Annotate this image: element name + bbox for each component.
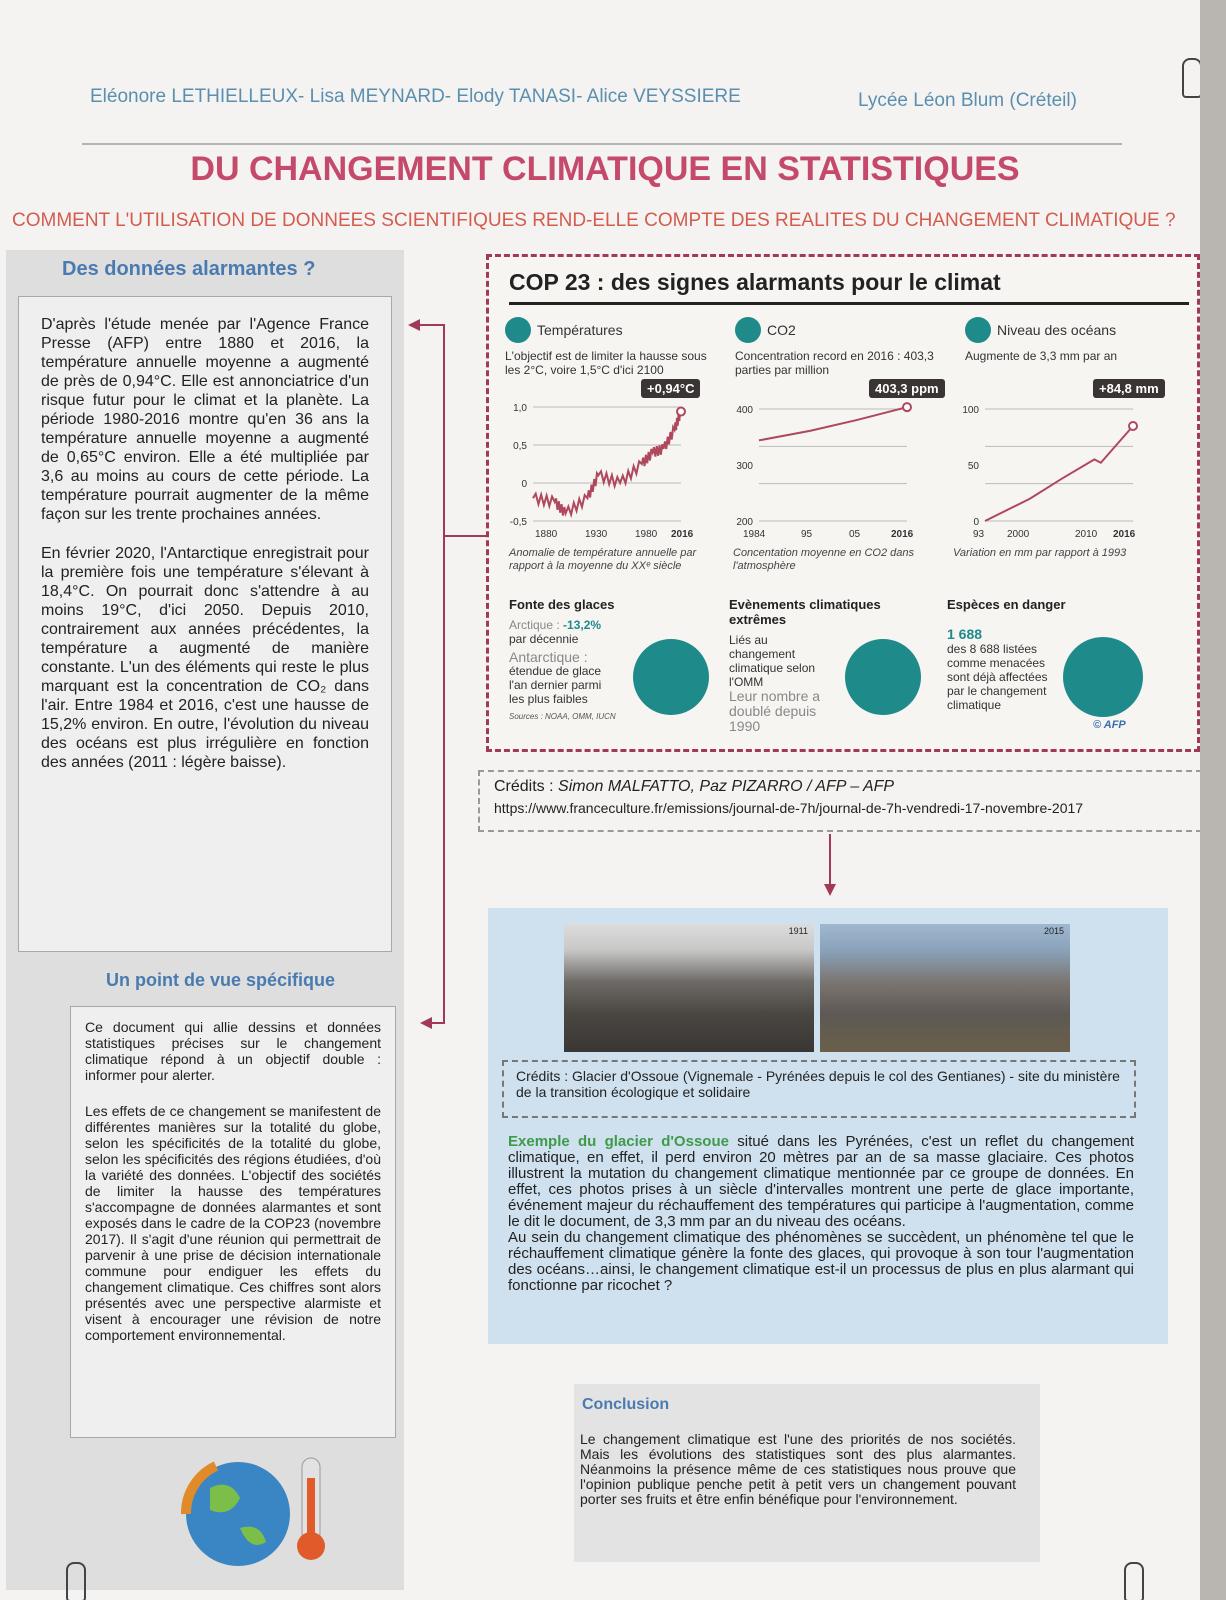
ice-heading: Fonte des glaces — [509, 597, 615, 612]
ocean-xtick: 2016 — [1113, 529, 1136, 539]
authors: Eléonore LETHIELLEUX- Lisa MEYNARD- Elody TANASI- Alice VEYSSIERE — [90, 86, 741, 107]
temp-ytick: 0 — [521, 479, 527, 490]
photo-year-2015: 2015 — [1043, 926, 1064, 936]
temperature-end-point — [677, 408, 685, 416]
globe-thermometer-icon — [170, 1448, 350, 1568]
co2-caption: Concentation moyenne en CO2 dans l'atmosphère — [733, 547, 915, 572]
viewpoint-paragraph-2: Les effets de ce changement se manifestent de différentes manières sur la totalité du globe, selon les spécificités de la totalité du globe, selon les spécificités des régions étudiées, d'où la variété des données. L'objectif des sociétés de limiter la hausse des températures s'accompagne de données alarmantes et sont exposés dans le cadre de la COP23 (novembre 2017). Il s'agit d'une réunion qui permettrait de parvenir à une prise de décision internationale commune pour endiguer les effets du changement climatique. Ces chiffres sont alors présentés avec une perspective alarmiste et visent à encourager une révision de notre comportement environnemental. — [85, 1103, 381, 1343]
temperature-heading: Températures — [537, 322, 623, 338]
species-value: 1 688 — [947, 626, 983, 642]
credits-label: Crédits : — [494, 778, 554, 795]
temperature-panel — [505, 317, 715, 377]
temp-ytick: 0,5 — [513, 441, 527, 452]
alarming-paragraph-1: D'après l'étude menée par l'Agence France Presse (AFP) entre 1880 et 2016, la température annuelle moyenne a augmenté de près de 0,94°C. Elle est annonciatrice d'un risque futur pour le climat et la planète. La période 1980-2016 montre qu'en 36 ans la température annuelle moyenne a augmenté de 0,65°C environ. Elle a été multipliée par 3,6 au moins au cours de cette période. La température pourrait augmenter de la même façon sur les trente prochaines années. — [41, 316, 369, 523]
co2-xtick: 95 — [801, 529, 813, 539]
arctic-value: -13,2% — [563, 618, 602, 632]
binder-clip-icon — [1124, 1562, 1144, 1600]
sources: Sources : NOAA, OMM, IUCN — [509, 712, 616, 721]
ocean-ytick: 100 — [962, 405, 979, 416]
poster-subtitle: COMMENT L'UTILISATION DE DONNEES SCIENTIFIQUES REND-ELLE COMPTE DES REALITES DU CHANGEMENT CLIMATIQUE ? — [12, 210, 1176, 231]
alarming-textbox — [18, 296, 392, 952]
storm-cloud-icon — [845, 639, 921, 715]
binder-clip-icon — [1182, 58, 1202, 98]
poster-title: DU CHANGEMENT CLIMATIQUE EN STATISTIQUES — [190, 150, 1020, 188]
co2-chart — [729, 399, 939, 539]
temp-ytick: 1,0 — [513, 403, 527, 414]
glacier-section — [488, 908, 1168, 1344]
ocean-ytick: 50 — [967, 461, 979, 472]
conclusion-text: Le changement climatique est l'une des priorités de nos sociétés. Mais les évolutions des statistiques sont des plus alarmantes. Néanmoins la présence même de ces statistiques nous prouve que l'opinion publique penche petit à petit vers un changement pouvant porter ses fruits et être enfin bénéfique pour l'environnement. — [580, 1431, 1016, 1507]
ocean-xtick: 2010 — [1075, 529, 1098, 539]
binder-clip-icon — [66, 1562, 86, 1600]
temperature-caption: Anomalie de température annuelle par rapport à la moyenne du XXᵉ siècle — [509, 547, 697, 572]
ocean-panel — [965, 317, 1185, 363]
header-rule — [82, 143, 1122, 145]
conclusion-title: Conclusion — [582, 1396, 670, 1413]
co2-xtick: 2016 — [891, 529, 914, 539]
afp-credits — [478, 770, 1202, 832]
glacier-body-2: Au sein du changement climatique des phénomènes se succèdent, un phénomène tel que le réchauffement climatique génère la fonte des glaces, qui provoque à son tour l'augmentation des océans…ainsi, le changement climatique est-il un processus de plus en plus alarmant qui fonctionne par ricochet ? — [508, 1229, 1134, 1294]
ocean-chart — [957, 399, 1167, 539]
cloud-icon — [735, 317, 761, 343]
temp-xtick: 1880 — [535, 529, 558, 539]
arrow-to-glacier — [824, 884, 836, 896]
temp-ytick: -0,5 — [509, 517, 527, 528]
glacier-credits: Crédits : Glacier d'Ossoue (Vignemale - Pyrénées depuis le col des Gentianes) - site du ministère de la transition écologique et solidaire — [502, 1060, 1136, 1118]
section-title-alarming: Des données alarmantes ? — [62, 258, 316, 280]
ocean-tag: +84,8 mm — [1093, 379, 1165, 398]
connector-bottom — [430, 1022, 444, 1024]
arctic-label: Arctique : — [509, 618, 560, 632]
events-text-2: Leur nombre a doublé depuis 1990 — [729, 688, 821, 734]
ocean-end-point — [1129, 422, 1137, 430]
afp-infographic — [486, 254, 1200, 752]
thermometer-icon — [505, 317, 531, 343]
co2-ytick: 200 — [736, 517, 753, 528]
ocean-xtick: 93 — [973, 529, 985, 539]
ocean-xtick: 2000 — [1007, 529, 1030, 539]
connector-down — [829, 834, 831, 886]
section-title-viewpoint: Un point de vue spécifique — [106, 970, 336, 990]
arrow-to-viewpoint — [420, 1017, 432, 1029]
display-stand — [1200, 0, 1226, 1600]
co2-panel — [735, 317, 945, 377]
alarming-paragraph-2: En février 2020, l'Antarctique enregistrait pour la première fois une température s'élevant à 18,4°C. On pourrait donc s'attendre à au moins 19°C, d'ici 2050. Depuis 2010, contrairement aux années précédentes, la température a augmenté de manière constante. L'un des éléments qui reste le plus marquant est la concentration de CO₂ dans l'air. Entre 1984 et 2016, c'est une hausse de 15,2% environ. En outre, l'évolution du niveau des océans est plus irrégulière en fonction des années (2011 : légère baisse). — [41, 545, 369, 771]
temperature-desc: L'objectif est de limiter la hausse sous les 2°C, voire 1,5°C d'ici 2100 — [505, 349, 707, 377]
events-text: Liés au changement climatique selon l'OMM — [729, 633, 816, 689]
viewpoint-textbox — [70, 1006, 396, 1438]
co2-ytick: 300 — [736, 461, 753, 472]
antarctic-label: Antarctique : — [509, 649, 588, 665]
conclusion-box — [574, 1384, 1040, 1562]
glacier-body: situé dans les Pyrénées, c'est un reflet du changement climatique, en effet, il perd environ 20 mètres par an de sa masse glaciaire. Ces photos illustrent la mutation du changement climatique mentionnée par ce groupe de données. En effet, ces photos prises à un siècle d'intervalles montrent une perte de glace importante, événement majeur du réchauffement des températures qui participe à l'augmentation, comme le dit le document, de 3,3 mm par an du niveau des océans. — [508, 1133, 1134, 1230]
turtle-icon — [1063, 637, 1143, 717]
co2-tag: 403,3 ppm — [869, 379, 945, 398]
co2-desc: Concentration record en 2016 : 403,3 parties par million — [735, 349, 934, 377]
credits-url[interactable]: https://www.franceculture.fr/emissions/journal-de-7h/journal-de-7h-vendredi-17-novembre-2017 — [494, 800, 1084, 816]
arrow-to-alarming — [408, 319, 420, 331]
glacier-lead: Exemple du glacier d'Ossoue — [508, 1133, 729, 1150]
ocean-ytick: 0 — [973, 517, 979, 528]
polar-bear-icon — [633, 639, 709, 715]
glacier-text — [508, 1134, 1134, 1294]
species-heading: Espèces en danger — [947, 597, 1066, 612]
temperature-series-line — [533, 409, 681, 516]
co2-xtick: 1984 — [743, 529, 766, 539]
credits-names: Simon MALFATTO, Paz PIZARRO / AFP – AFP — [558, 778, 895, 795]
afp-copyright: © AFP — [1093, 719, 1126, 731]
temp-xtick: 1930 — [585, 529, 608, 539]
temperature-chart — [503, 399, 713, 539]
ocean-desc: Augmente de 3,3 mm par an — [965, 349, 1118, 363]
wave-icon — [965, 317, 991, 343]
photo-year-1911: 1911 — [788, 926, 808, 936]
events-heading: Evènements climatiques extrêmes — [729, 597, 881, 627]
school: Lycée Léon Blum (Créteil) — [858, 90, 1077, 111]
co2-xtick: 05 — [849, 529, 861, 539]
connector-top — [418, 324, 444, 326]
glacier-photo-1911 — [564, 924, 814, 1052]
afp-title: COP 23 : des signes alarmants pour le climat — [509, 269, 1189, 305]
temp-xtick: 1980 — [635, 529, 658, 539]
antarctic-text: étendue de glace l'an dernier parmi les plus faibles — [509, 664, 602, 706]
temperature-tag: +0,94°C — [641, 379, 700, 398]
arctic-unit: par décennie — [509, 632, 579, 646]
co2-series-line — [759, 407, 907, 440]
connector-afp — [444, 535, 488, 537]
temp-xtick: 2016 — [671, 529, 694, 539]
connector-vertical — [443, 324, 445, 1024]
ocean-heading: Niveau des océans — [997, 322, 1117, 338]
ocean-series-line — [985, 426, 1133, 521]
co2-end-point — [903, 403, 911, 411]
ocean-caption: Variation en mm par rapport à 1993 — [953, 547, 1127, 559]
co2-ytick: 400 — [736, 405, 753, 416]
viewpoint-paragraph-1: Ce document qui allie dessins et données statistiques précises sur le changement climatique répond à un objectif double : informer pour alerter. — [85, 1019, 381, 1083]
co2-heading: CO2 — [767, 322, 796, 338]
species-text: des 8 688 listées comme menacées sont déjà affectées par le changement climatique — [947, 642, 1048, 712]
glacier-photo-2015 — [820, 924, 1070, 1052]
